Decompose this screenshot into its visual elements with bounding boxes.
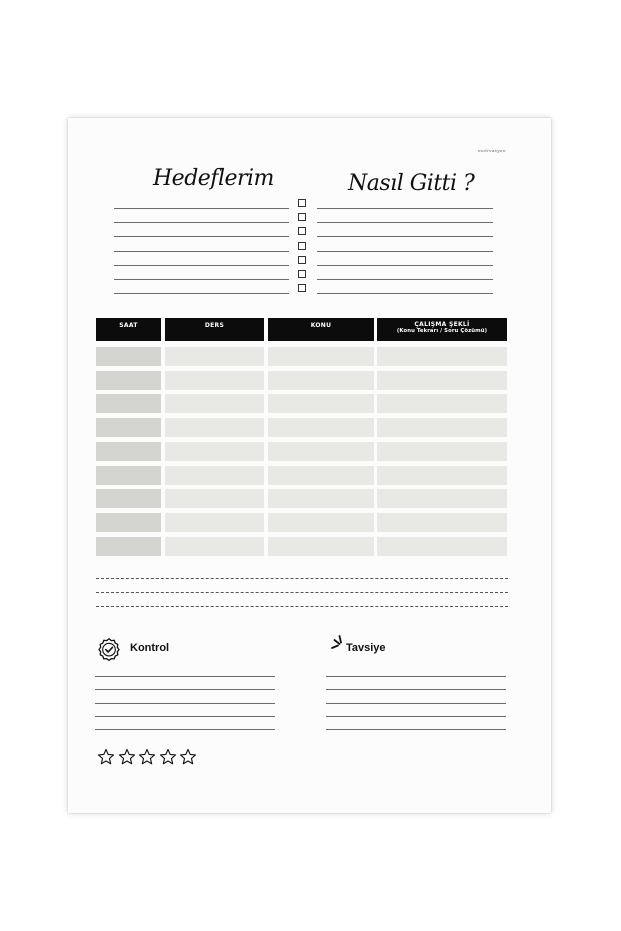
tavsiye-line[interactable]: [326, 689, 506, 690]
cell-ders[interactable]: [165, 466, 264, 485]
cell-calisma[interactable]: [377, 371, 507, 390]
star-icon[interactable]: [97, 748, 115, 766]
star-icon[interactable]: [138, 748, 156, 766]
outcome-line[interactable]: [317, 279, 493, 280]
cell-calisma[interactable]: [377, 537, 507, 556]
cell-saat[interactable]: [96, 394, 161, 413]
cell-konu[interactable]: [268, 537, 374, 556]
header-calisma-sekli: ÇALIŞMA ŞEKLİ (Konu Tekrarı / Soru Çözümü): [377, 318, 507, 341]
checkbox[interactable]: [298, 199, 306, 207]
dashed-note-line[interactable]: [96, 592, 508, 593]
header-saat: SAAT: [96, 318, 161, 341]
cell-calisma[interactable]: [377, 418, 507, 437]
cell-saat[interactable]: [96, 442, 161, 461]
tavsiye-line[interactable]: [326, 729, 506, 730]
outcome-line[interactable]: [317, 208, 493, 209]
kontrol-line[interactable]: [95, 676, 275, 677]
cell-konu[interactable]: [268, 442, 374, 461]
goal-line[interactable]: [114, 265, 289, 266]
cell-konu[interactable]: [268, 513, 374, 532]
goal-line[interactable]: [114, 279, 289, 280]
outcome-title: Nasıl Gitti ?: [348, 171, 475, 196]
goal-line[interactable]: [114, 222, 289, 223]
cell-konu[interactable]: [268, 394, 374, 413]
tavsiye-line[interactable]: [326, 703, 506, 704]
cell-calisma[interactable]: [377, 513, 507, 532]
cell-saat[interactable]: [96, 537, 161, 556]
outcome-line[interactable]: [317, 265, 493, 266]
cell-saat[interactable]: [96, 513, 161, 532]
checkbox[interactable]: [298, 242, 306, 250]
checkbox[interactable]: [298, 227, 306, 235]
cell-ders[interactable]: [165, 394, 264, 413]
cell-saat[interactable]: [96, 418, 161, 437]
cell-calisma[interactable]: [377, 394, 507, 413]
goals-title: Hedeflerim: [153, 166, 274, 191]
cell-ders[interactable]: [165, 371, 264, 390]
outcome-line[interactable]: [317, 293, 493, 294]
outcome-line[interactable]: [317, 251, 493, 252]
cell-calisma[interactable]: [377, 347, 507, 366]
cell-ders[interactable]: [165, 418, 264, 437]
checkbox[interactable]: [298, 256, 306, 264]
tavsiye-line[interactable]: [326, 676, 506, 677]
star-icon[interactable]: [118, 748, 136, 766]
checkbox[interactable]: [298, 213, 306, 221]
cell-saat[interactable]: [96, 371, 161, 390]
tavsiye-label: Tavsiye: [346, 642, 386, 654]
cell-ders[interactable]: [165, 347, 264, 366]
checkbox[interactable]: [298, 270, 306, 278]
cell-konu[interactable]: [268, 347, 374, 366]
cell-saat[interactable]: [96, 489, 161, 508]
header-calisma-sub: (Konu Tekrarı / Soru Çözümü): [396, 328, 488, 334]
checkbox[interactable]: [298, 284, 306, 292]
goal-line[interactable]: [114, 293, 289, 294]
outcome-line[interactable]: [317, 222, 493, 223]
header-konu: KONU: [268, 318, 374, 341]
kontrol-line[interactable]: [95, 729, 275, 730]
kontrol-line[interactable]: [95, 716, 275, 717]
kontrol-label: Kontrol: [130, 642, 170, 654]
star-icon[interactable]: [159, 748, 177, 766]
brand-mark: motivasyon: [478, 148, 507, 153]
outcome-line[interactable]: [317, 236, 493, 237]
cell-calisma[interactable]: [377, 442, 507, 461]
cell-konu[interactable]: [268, 489, 374, 508]
dashed-note-line[interactable]: [96, 578, 508, 579]
goal-line[interactable]: [114, 251, 289, 252]
cell-ders[interactable]: [165, 442, 264, 461]
cell-ders[interactable]: [165, 513, 264, 532]
star-icon[interactable]: [179, 748, 197, 766]
cell-ders[interactable]: [165, 489, 264, 508]
header-ders: DERS: [165, 318, 264, 341]
cell-konu[interactable]: [268, 371, 374, 390]
check-badge-icon: [97, 637, 121, 661]
goal-line[interactable]: [114, 236, 289, 237]
cell-ders[interactable]: [165, 537, 264, 556]
dashed-note-line[interactable]: [96, 606, 508, 607]
cell-calisma[interactable]: [377, 489, 507, 508]
kontrol-line[interactable]: [95, 689, 275, 690]
cell-saat[interactable]: [96, 466, 161, 485]
cell-saat[interactable]: [96, 347, 161, 366]
cell-konu[interactable]: [268, 466, 374, 485]
tavsiye-line[interactable]: [326, 716, 506, 717]
cell-calisma[interactable]: [377, 466, 507, 485]
cell-konu[interactable]: [268, 418, 374, 437]
kontrol-line[interactable]: [95, 703, 275, 704]
goal-line[interactable]: [114, 208, 289, 209]
